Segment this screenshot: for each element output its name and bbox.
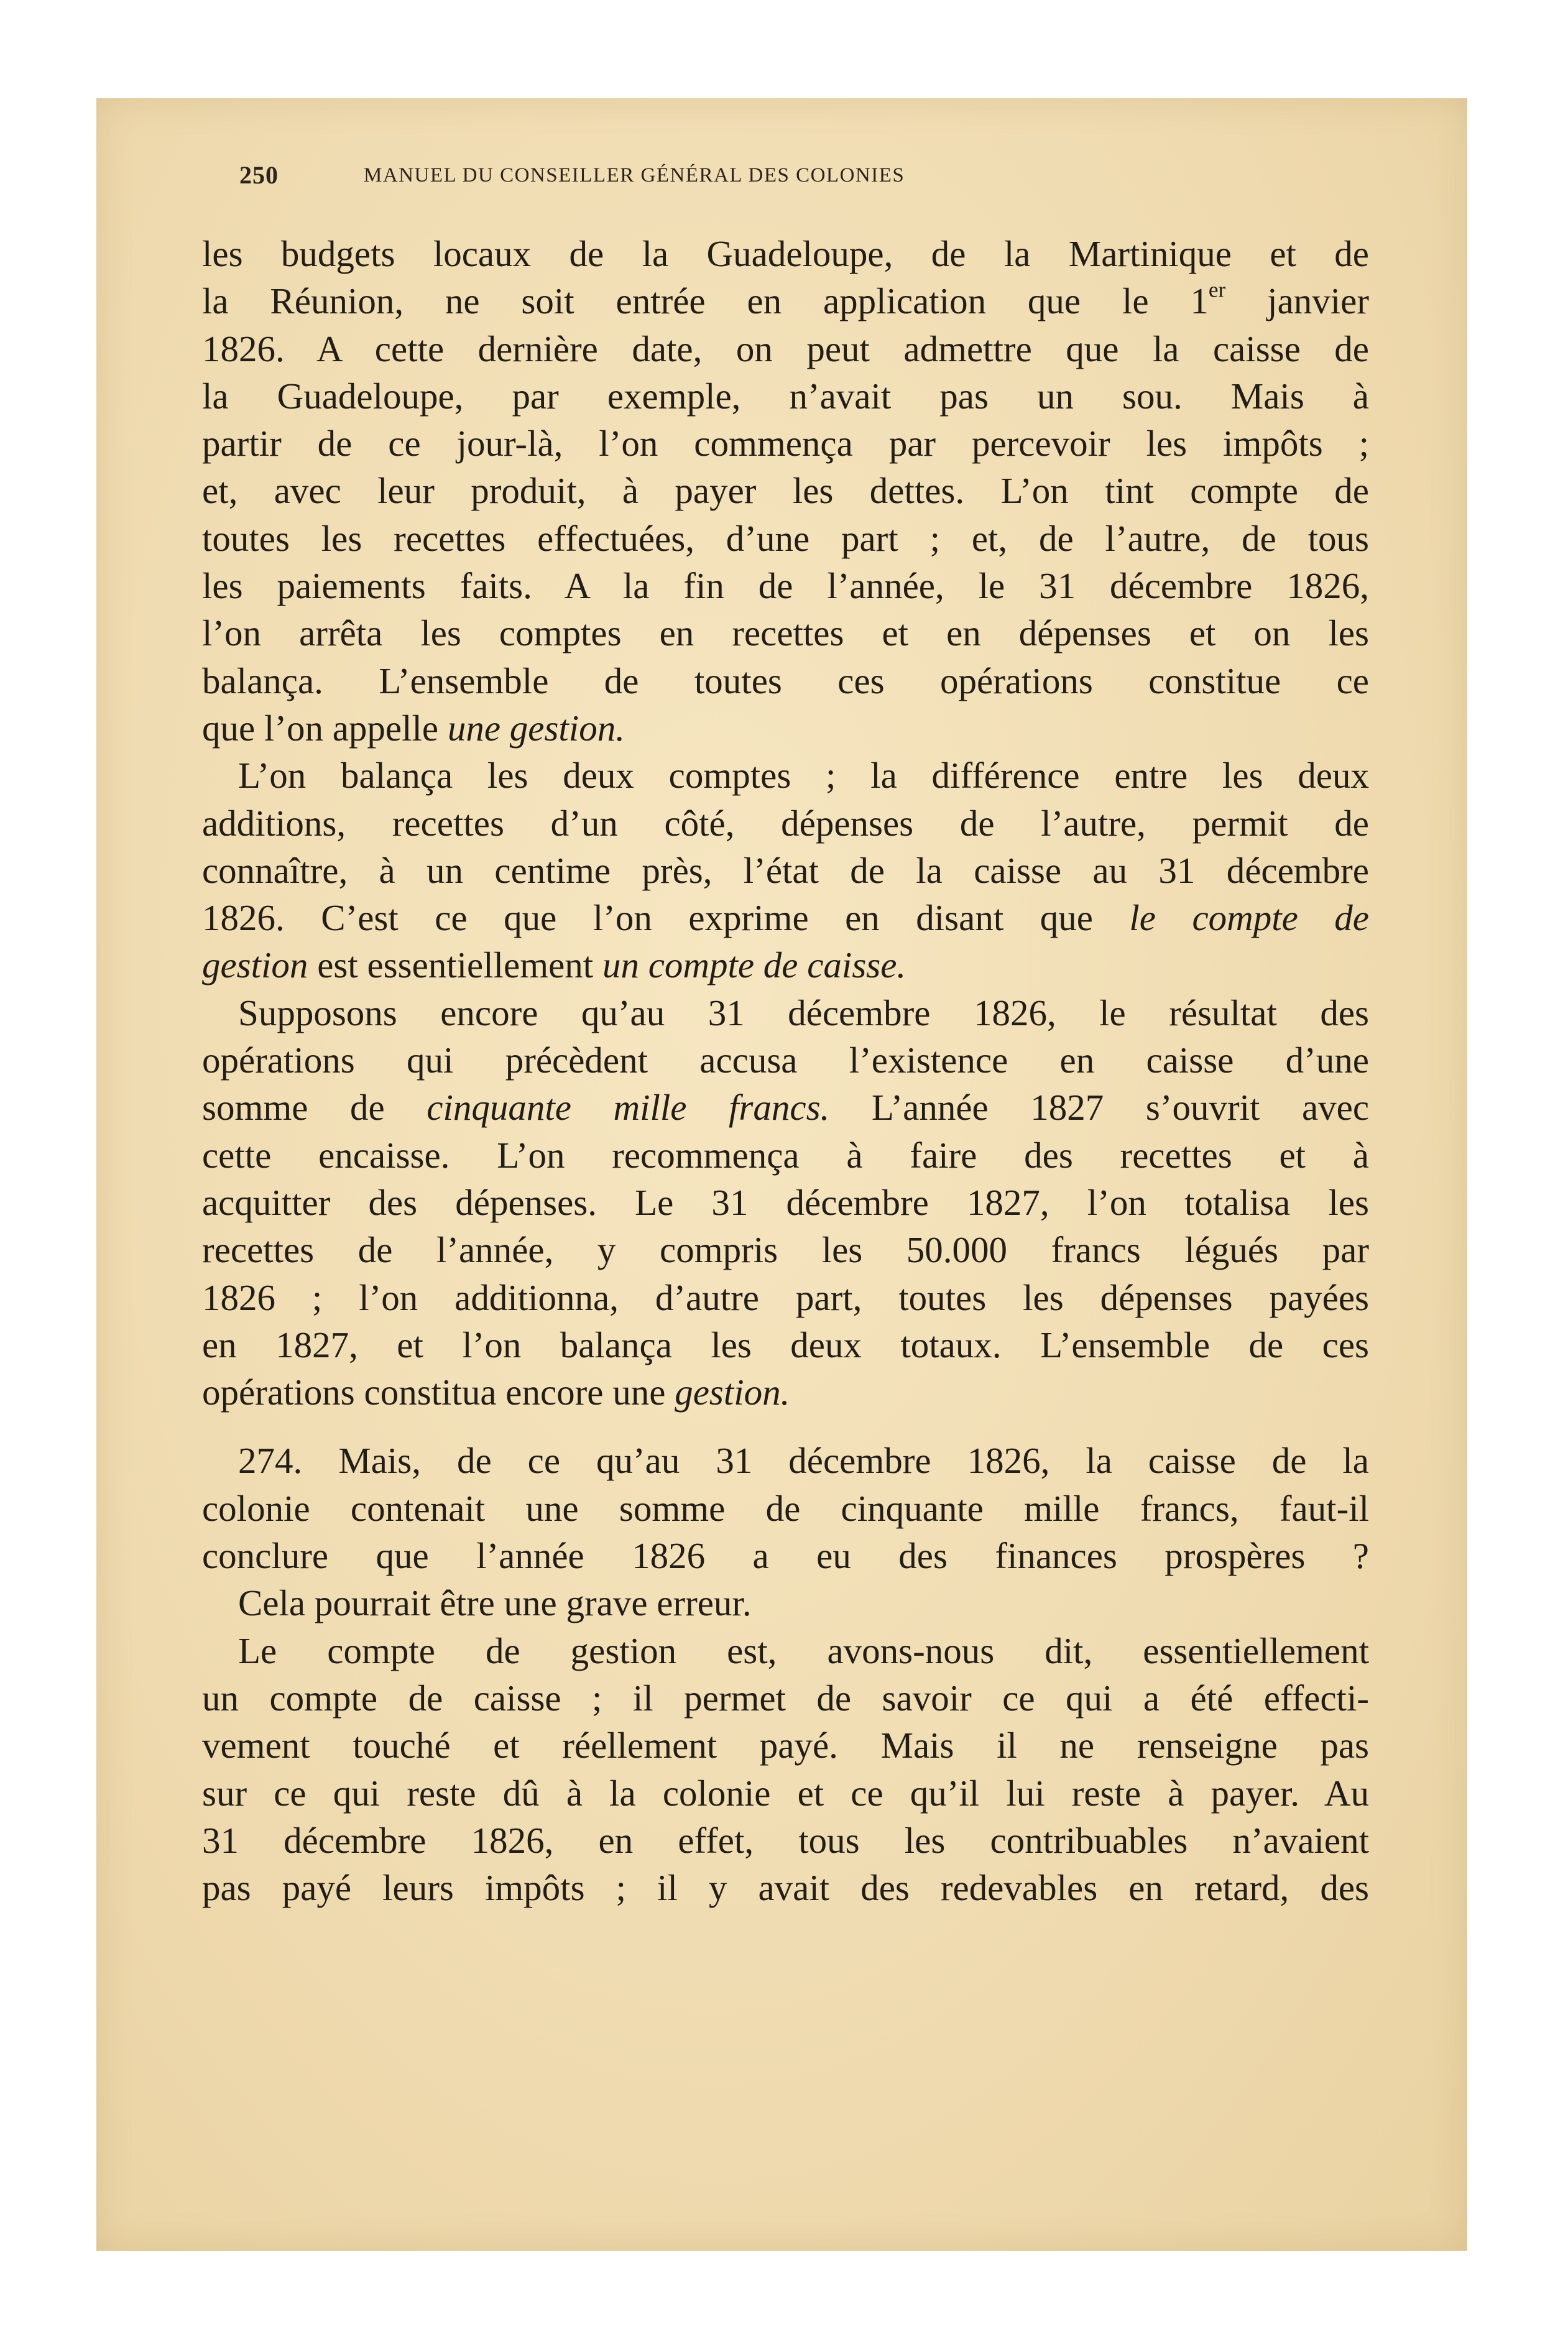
text-line: connaître, à un centime près, l’état de la caisse au 31 décembre <box>202 849 1369 891</box>
section-gap <box>202 1416 1369 1437</box>
text-line: les paiements faits. A la fin de l’année, le 31 décembre 1826, <box>202 565 1369 607</box>
page-body <box>202 230 1369 1911</box>
text-line: partir de ce jour-là, l’on commença par percevoir les impôts ; <box>202 423 1369 464</box>
text-line: la Réunion, ne soit entrée en application que le 1er janvier <box>202 277 1369 322</box>
text-line: et, avec leur produit, à payer les dettes. L’on tint compte de <box>202 470 1369 512</box>
text-line: Le compte de gestion est, avons-nous dit, essentiellement <box>238 1630 1369 1671</box>
text-line: L’on balança les deux comptes ; la différence entre les deux <box>238 755 1369 796</box>
text-line: sur ce qui reste dû à la colonie et ce qu’il lui reste à payer. Au <box>202 1772 1369 1814</box>
italic-phrase: gestion <box>202 944 308 986</box>
text-line: 1826. C’est ce que l’on exprime en disant que le compte de <box>202 897 1369 939</box>
text-line: un compte de caisse ; il permet de savoir ce qui a été effecti- <box>202 1677 1369 1719</box>
text-line: la Guadeloupe, par exemple, n’avait pas un sou. Mais à <box>202 375 1369 417</box>
italic-phrase: cinquante mille francs. <box>427 1087 830 1128</box>
text-line: opérations qui précèdent accusa l’existence en caisse d’une <box>202 1040 1369 1081</box>
text-line: conclure que l’année 1826 a eu des finances prospères ? <box>202 1535 1369 1577</box>
italic-phrase: le compte de <box>1129 897 1369 939</box>
text-line: pas payé leurs impôts ; il y avait des redevables en retard, des <box>202 1867 1369 1909</box>
paragraph-3 <box>202 989 1369 1416</box>
text-line: recettes de l’année, y compris les 50.000 francs légués par <box>202 1229 1369 1271</box>
text-line: toutes les recettes effectuées, d’une part ; et, de l’autre, de tous <box>202 517 1369 559</box>
text-line: 1826. A cette dernière date, on peut admettre que la caisse de <box>202 328 1369 369</box>
text-line: les budgets locaux de la Guadeloupe, de la Martinique et de <box>202 233 1369 274</box>
text-line: l’on arrêta les comptes en recettes et en dépenses et on les <box>202 612 1369 654</box>
text-line: colonie contenait une somme de cinquante mille francs, faut-il <box>202 1487 1369 1529</box>
text-line: Supposons encore qu’au 31 décembre 1826, le résultat des <box>238 992 1369 1033</box>
paragraph-2 <box>202 752 1369 989</box>
text-line: 1826 ; l’on additionna, d’autre part, toutes les dépenses payées <box>202 1276 1369 1318</box>
italic-phrase: un compte de caisse. <box>602 944 906 986</box>
text-line: 31 décembre 1826, en effet, tous les contribuables n’avaient <box>202 1819 1369 1861</box>
page-header <box>239 160 1334 198</box>
paragraph-274 <box>202 1437 1369 1579</box>
text-line: Cela pourrait être une grave erreur. <box>238 1582 752 1624</box>
paragraph-6 <box>202 1627 1369 1912</box>
text-line: vement touché et réellement payé. Mais il ne renseigne pas <box>202 1725 1369 1766</box>
paragraph-1 <box>202 230 1369 752</box>
text-line: balança. L’ensemble de toutes ces opérations constitue ce <box>202 660 1369 701</box>
text-line: gestion est essentiellement un compte de caisse. <box>202 944 906 986</box>
italic-phrase: une gestion. <box>447 707 625 749</box>
running-title: MANUEL DU CONSEILLER GÉNÉRAL DES COLONIES <box>364 164 905 187</box>
text-line: cette encaisse. L’on recommença à faire des recettes et à <box>202 1134 1369 1176</box>
text-line: 274. Mais, de ce qu’au 31 décembre 1826, la caisse de la <box>238 1440 1369 1482</box>
italic-phrase: gestion. <box>675 1372 790 1413</box>
text-line: opérations constitua encore une gestion. <box>202 1372 790 1413</box>
text-line: acquitter des dépenses. Le 31 décembre 1827, l’on totalisa les <box>202 1181 1369 1223</box>
text-line: additions, recettes d’un côté, dépenses de l’autre, permit de <box>202 802 1369 844</box>
superscript: er <box>1208 277 1226 302</box>
text-line: en 1827, et l’on balança les deux totaux. L’ensemble de ces <box>202 1324 1369 1365</box>
text-line: somme de cinquante mille francs. L’année 1827 s’ouvrit avec <box>202 1087 1370 1128</box>
paragraph-5 <box>202 1579 1369 1627</box>
page-number: 250 <box>239 161 279 189</box>
text-line: que l’on appelle une gestion. <box>202 707 625 749</box>
